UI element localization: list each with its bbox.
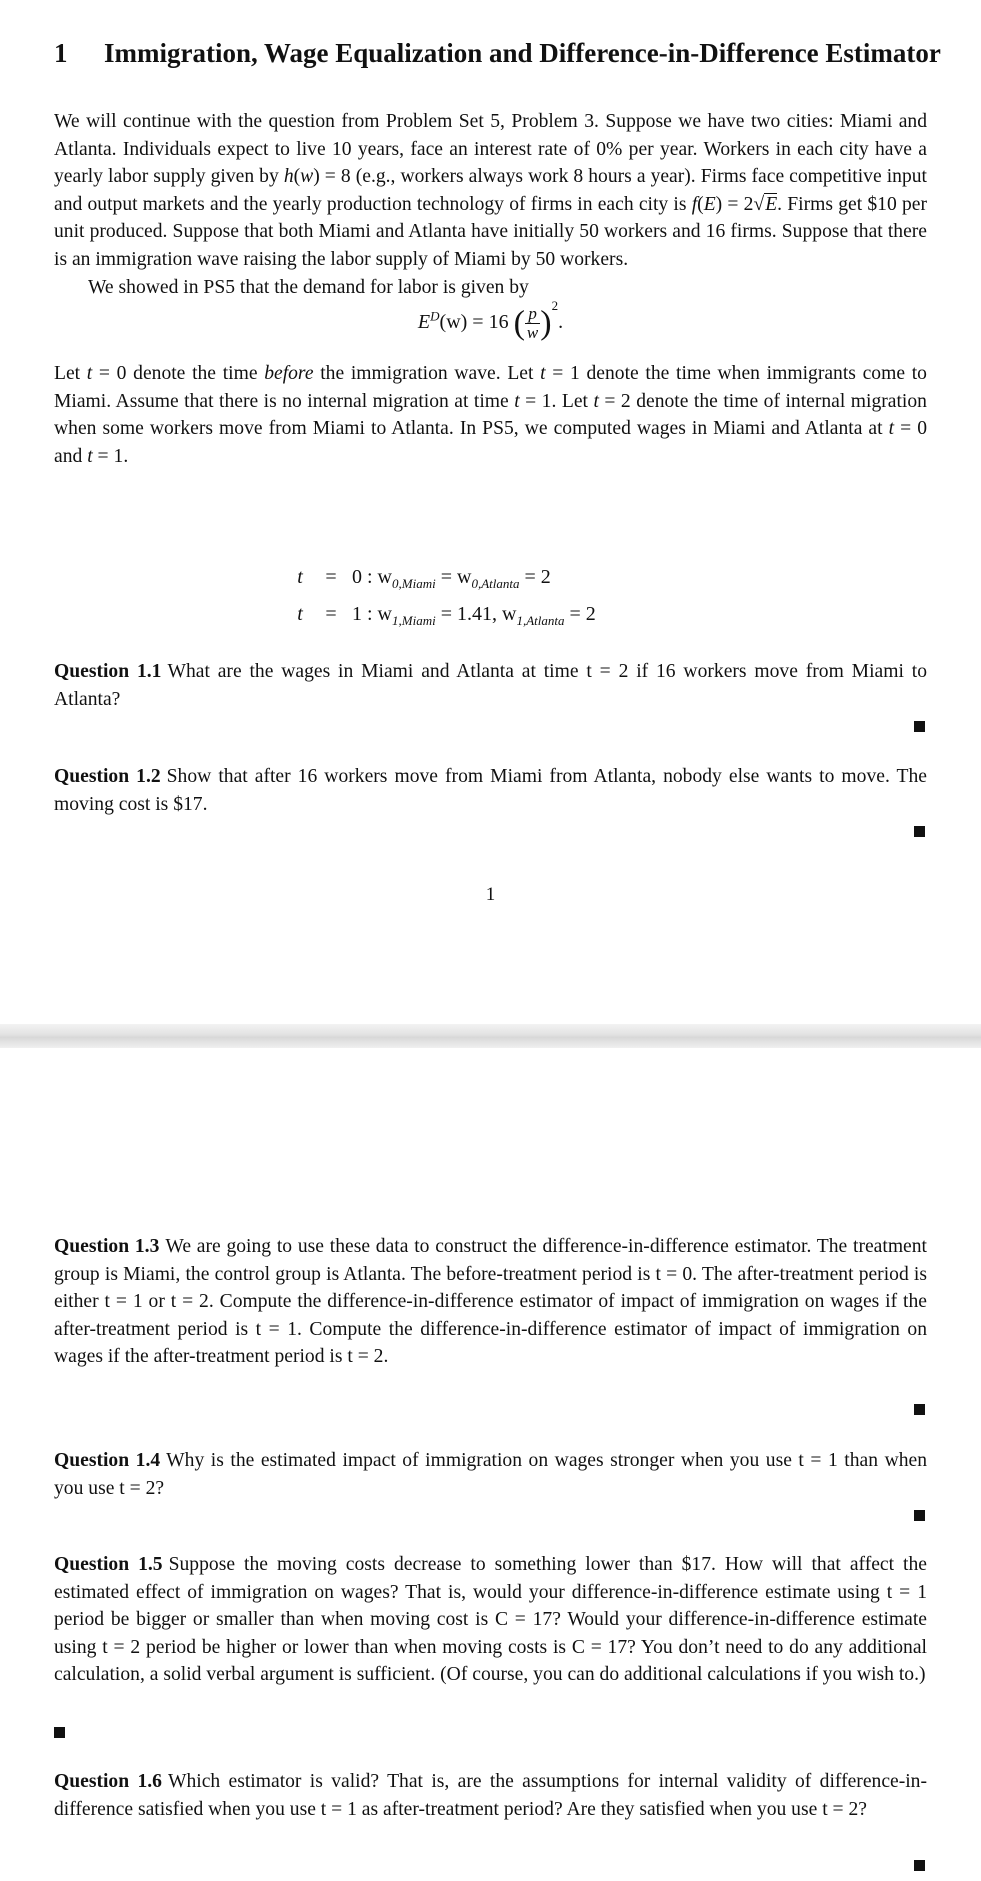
intro-paragraph: We will continue with the question from Problem Set 5, Problem 3. Suppose we have two cities: Miami and Atlanta. Individuals expect to live 10 years, face an interest rate of 0% per year. Workers in each city have a yearly labor supply given by h(w) = 8 (e.g., workers always work 8 hours a year). Firms face competitive input and output markets and the yearly production technology of firms in each city is f(E) = 2√E. Firms get $10 per unit produced. Suppose that both Miami and Atlanta have initially 50 workers and 16 firms. Suppose that there is an immigration wave raising the labor supply of Miami by 50 workers. bbox=[54, 111, 927, 270]
page-2 bbox=[0, 1048, 981, 1881]
question-1-5 bbox=[54, 1551, 927, 1689]
question-text: Which estimator is valid? That is, are the assumptions for internal validity of difference-in-difference satisfied when you use t = 1 as after-treatment period? Are they satisfied when you use t = 2? bbox=[54, 1771, 928, 1820]
question-text: Show that after 16 workers move from Miami from Atlanta, nobody else wants to move. The moving cost is $17. bbox=[54, 766, 927, 815]
question-1-6 bbox=[54, 1768, 927, 1823]
question-text: Why is the estimated impact of immigration on wages stronger when you use t = 1 than when you use t = 2? bbox=[54, 1450, 928, 1499]
wage-row-t0: t = 0 : $w_{0,Miami} = w_{0,Atlanta} = 2$ bbox=[297, 566, 551, 591]
question-label: Question 1.6 bbox=[54, 1771, 162, 1792]
intro-block bbox=[54, 108, 927, 301]
section-number: 1 bbox=[54, 38, 68, 68]
qed-square-icon bbox=[914, 1510, 925, 1521]
question-text: We are going to use these data to construct the difference-in-difference estimator. The treatment group is Miami, the control group is Atlanta. The before-treatment period is t = 0. The after-treatment period is either t = 1 or t = 2. Compute the difference-in-difference estimator of impact of immigration on wages if the after-treatment period is t = 1. Compute the difference-in-difference estimator of impact of immigration on wages if the after-treatment period is t = 2. bbox=[54, 1236, 927, 1368]
section-title: Immigration, Wage Equalization and Difference-in-Difference Estimator bbox=[104, 38, 941, 68]
qed-square-icon bbox=[914, 1404, 925, 1415]
question-1-3 bbox=[54, 1233, 927, 1371]
page-number: 1 bbox=[485, 884, 496, 905]
question-label: Question 1.5 bbox=[54, 1554, 163, 1575]
qed-square-icon bbox=[914, 1860, 925, 1871]
qed-square-icon bbox=[914, 826, 925, 837]
question-text: What are the wages in Miami and Atlanta at time t = 2 if 16 workers move from Miami to Atlanta? bbox=[54, 661, 927, 710]
question-label: Question 1.4 bbox=[54, 1450, 161, 1471]
question-1-4 bbox=[54, 1447, 927, 1502]
qed-square-icon bbox=[54, 1727, 65, 1738]
demand-intro: We showed in PS5 that the demand for labor is given by bbox=[88, 276, 529, 298]
timeline-block bbox=[54, 360, 927, 470]
labor-demand-equation: $E^D(w) = 16$ ( $\frac{p}{w}$ )$^2$. bbox=[417, 298, 564, 342]
question-label: Question 1.3 bbox=[54, 1236, 160, 1257]
question-label: Question 1.2 bbox=[54, 766, 161, 787]
timeline-paragraph: Let t = 0 denote the time before the immigration wave. Let t = 1 denote the time when immigrants come to Miami. Assume that there is no internal migration at time t = 1. Let t = 2 denote the time of internal migration when some workers move from Miami to Atlanta. In PS5, we computed wages in Miami and Atlanta at t = 0 and t = 1. bbox=[54, 363, 927, 467]
question-1-1 bbox=[54, 658, 927, 713]
question-1-2 bbox=[54, 763, 927, 818]
wage-row-t1: t = 1 : $w_{1,Miami} = 1.41$, $w_{1,Atlanta} = 2$ bbox=[297, 603, 596, 628]
question-label: Question 1.1 bbox=[54, 661, 162, 682]
page-separator bbox=[0, 1024, 981, 1048]
wage-equations bbox=[290, 562, 596, 636]
qed-square-icon bbox=[914, 721, 925, 732]
question-text: Suppose the moving costs decrease to something lower than $17. How will that affect the estimated effect of immigration on wages? That is, would your difference-in-difference estimate using t = 1 period be bigger or smaller than when moving cost is C = 17? Would your difference-in-difference estimate using t = 2 period be higher or lower than when moving costs is C = 17? You don’t need to do any additional calculation, a solid verbal argument is sufficient. (Of course, you can do additional calculations if you wish to.) bbox=[54, 1554, 927, 1686]
